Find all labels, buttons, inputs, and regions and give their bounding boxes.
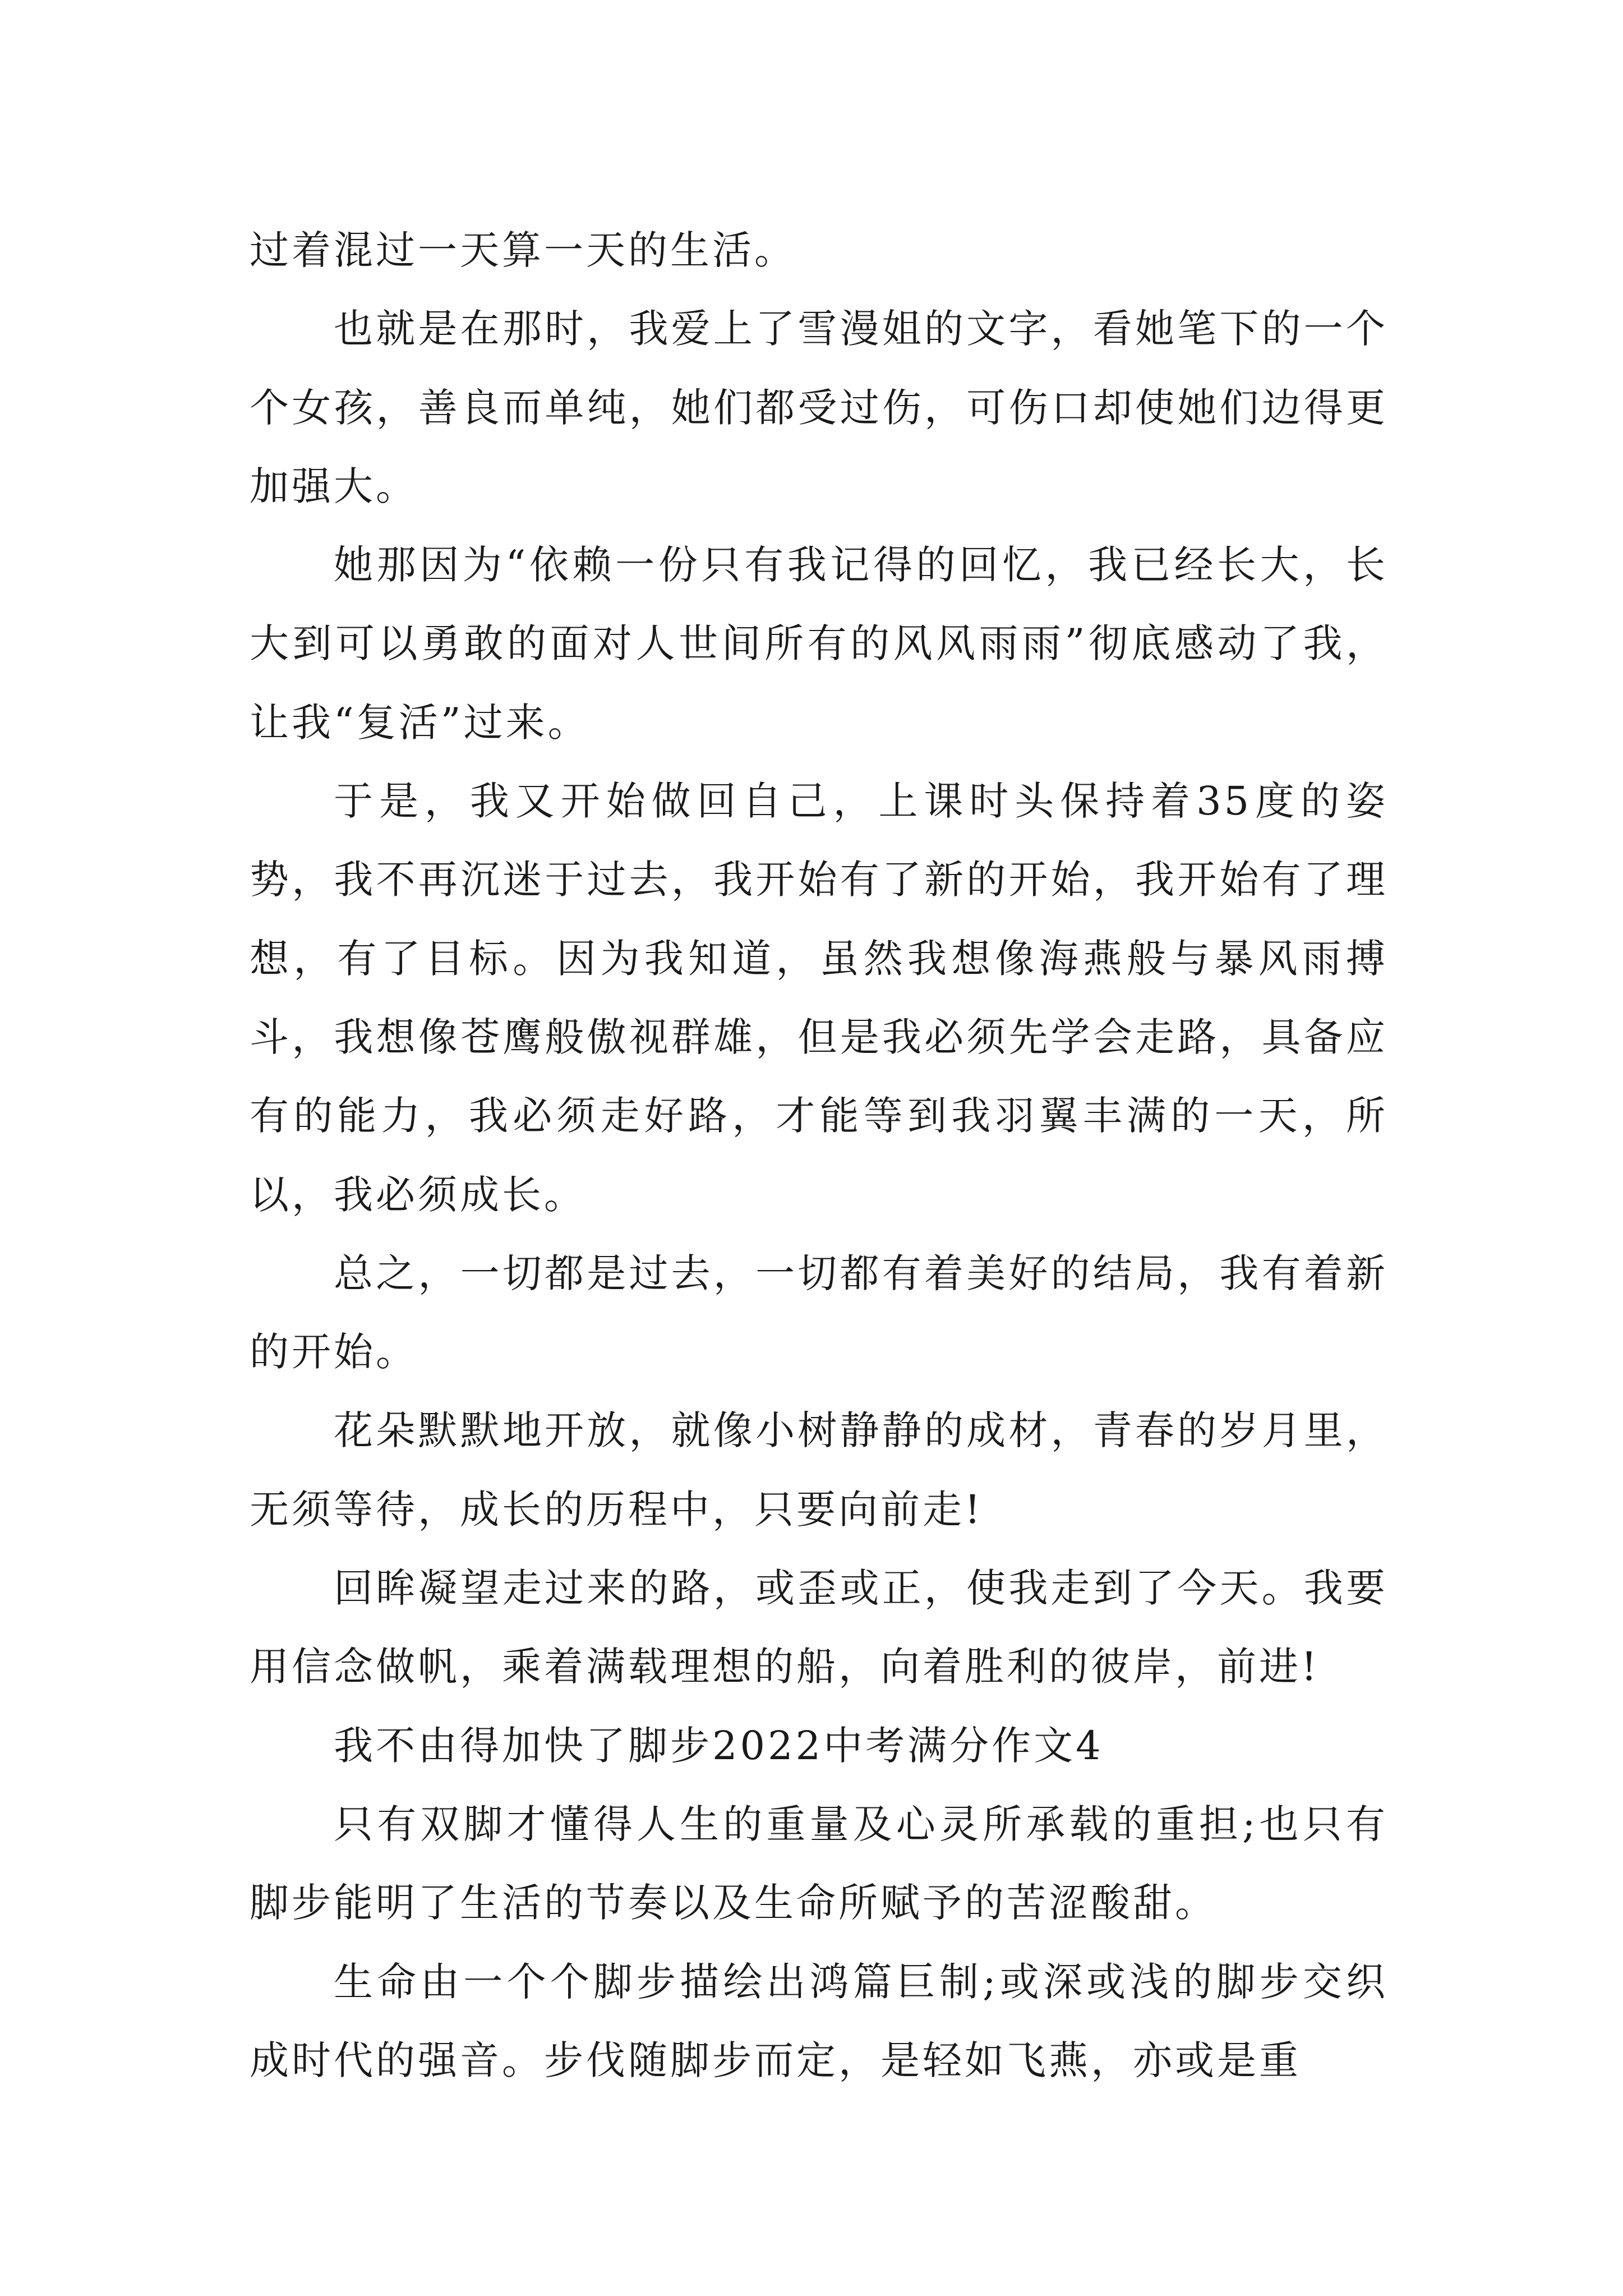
paragraph: 生命由一个个脚步描绘出鸿篇巨制;或深或浅的脚步交织成时代的强音。步伐随脚步而定，是轻如飞燕，亦或是重 [250, 1958, 1388, 2083]
paragraph: 只有双脚才懂得人生的重量及心灵所承载的重担;也只有脚步能明了生活的节奏以及生命所赋予的苦涩酸甜。 [250, 1801, 1388, 1926]
document-body [250, 211, 1388, 2100]
paragraph: 于是，我又开始做回自己，上课时头保持着35度的姿势，我不再沉迷于过去，我开始有了新的开始，我开始有了理想，有了目标。因为我知道，虽然我想像海燕般与暴风雨搏斗，我想像苍鹰般傲视群雄，但是我必须先学会走路，具备应有的能力，我必须走好路，才能等到我羽翼丰满的一天，所以，我必须成长。 [250, 778, 1388, 1218]
paragraph: 她那因为“依赖一份只有我记得的回忆，我已经长大，长大到可以勇敢的面对人世间所有的风风雨雨”彻底感动了我，让我“复活”过来。 [250, 542, 1388, 746]
paragraph: 回眸凝望走过来的路，或歪或正，使我走到了今天。我要用信念做帆，乘着满载理想的船，向着胜利的彼岸，前进! [250, 1565, 1388, 1690]
paragraph: 总之，一切都是过去，一切都有着美好的结局，我有着新的开始。 [250, 1250, 1388, 1375]
paragraph: 也就是在那时，我爱上了雪漫姐的文字，看她笔下的一个个女孩，善良而单纯，她们都受过伤，可伤口却使她们边得更加强大。 [250, 306, 1388, 509]
section-heading: 我不由得加快了脚步2022中考满分作文4 [334, 1722, 1104, 1769]
paragraph: 花朵默默地开放，就像小树静静的成材，青春的岁月里，无须等待，成长的历程中，只要向前走! [250, 1407, 1388, 1533]
paragraph-continuation: 过着混过一天算一天的生活。 [250, 227, 796, 273]
